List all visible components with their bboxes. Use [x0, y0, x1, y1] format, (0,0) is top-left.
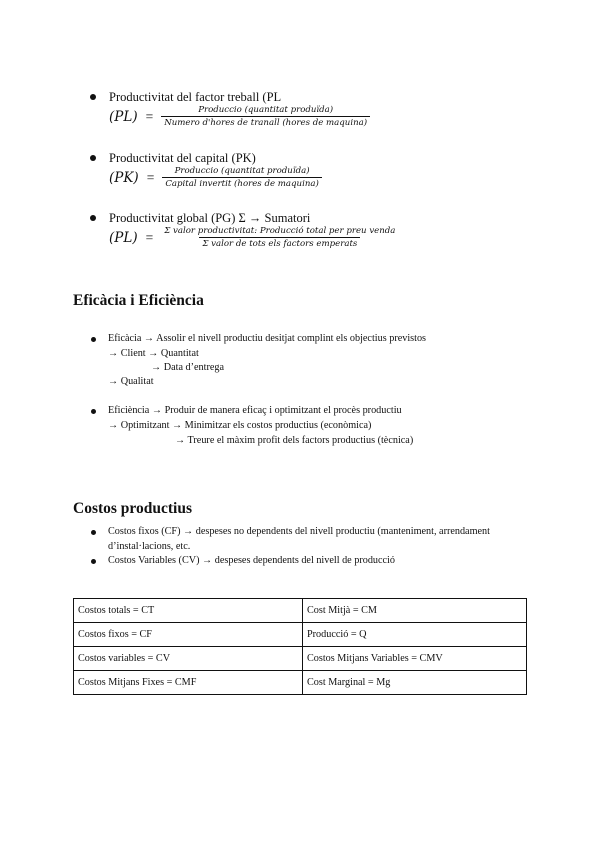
formula-fraction — [161, 226, 398, 249]
table-cell: Costos fixos = CF — [74, 623, 303, 647]
table-cell: Cost Marginal = Mg — [303, 671, 527, 695]
costos-line: d’instal·lacions, etc. — [108, 541, 191, 552]
table-row — [74, 647, 527, 671]
costos-line: Costos fixos (CF) → despeses no dependents del nivell productiu (manteniment, arrendament — [108, 526, 490, 537]
bullet-icon — [91, 559, 96, 564]
bullet-icon — [90, 155, 96, 161]
eficacia-line: Eficàcia → Assolir el nivell productiu desitjat complint els objectius previstos — [108, 333, 427, 344]
formula-equals: = — [145, 108, 154, 124]
formula-lhs: (PL) — [109, 108, 138, 125]
formula-fraction — [162, 166, 322, 189]
bullet-icon — [91, 409, 96, 414]
formula-numerator: Produccio (quantitat produïda) — [198, 105, 334, 115]
productivity-title: Productivitat del capital (PK) — [109, 151, 256, 165]
bullet-icon — [90, 215, 96, 221]
costos-line: Costos Variables (CV) → despeses dependents del nivell de producció — [108, 555, 395, 566]
section-heading-eficacia: Eficàcia i Eficiència — [73, 292, 204, 309]
section-heading-costos: Costos productius — [73, 500, 193, 517]
formula-equals: = — [146, 169, 155, 185]
productivity-formula — [109, 105, 370, 128]
table-cell: Costos Mitjans Fixes = CMF — [74, 671, 303, 695]
productivity-formula — [109, 226, 398, 249]
formula-denominator: Capital invertit (hores de maquina) — [162, 177, 322, 189]
formula-denominator: Σ valor de tots els factors emperats — [199, 237, 360, 249]
eficiencia-line: Eficiència → Produir de manera eficaç i optimitzant el procès productiu — [108, 405, 402, 416]
table-cell: Costos Mitjans Variables = CMV — [303, 647, 527, 671]
table-cell: Cost Mitjà = CM — [303, 599, 527, 623]
bullet-icon — [91, 337, 96, 342]
eficacia-line: → Qualitat — [108, 376, 154, 387]
productivity-title: Productivitat global (PG) Σ → Sumatori — [109, 211, 311, 225]
bullet-icon — [90, 94, 96, 100]
formula-equals: = — [145, 229, 154, 245]
formula-numerator: Σ valor productivitat: Producció total per preu venda — [164, 226, 396, 236]
eficacia-line: → Data d’entrega — [151, 362, 224, 373]
eficacia-line: → Client → Quantitat — [108, 348, 199, 359]
formula-fraction — [161, 105, 370, 128]
eficiencia-line: → Optimitzant → Minimitzar els costos productius (econòmica) — [108, 420, 372, 431]
eficiencia-line: → Treure el màxim profit dels factors productius (tècnica) — [175, 435, 414, 446]
bullet-icon — [91, 530, 96, 535]
table-cell: Producció = Q — [303, 623, 527, 647]
productivity-formula — [109, 166, 322, 189]
table-row — [74, 623, 527, 647]
costs-table — [73, 598, 527, 695]
table-row — [74, 599, 527, 623]
formula-numerator: Produccio (quantitat produïda) — [174, 166, 310, 176]
table-cell: Costos totals = CT — [74, 599, 303, 623]
table-cell: Costos variables = CV — [74, 647, 303, 671]
formula-lhs: (PL) — [109, 229, 138, 246]
formula-lhs: (PK) — [109, 169, 139, 186]
productivity-title: Productivitat del factor treball (PL — [109, 90, 282, 104]
table-row — [74, 671, 527, 695]
formula-denominator: Numero d'hores de tranall (hores de maquina) — [161, 116, 370, 128]
